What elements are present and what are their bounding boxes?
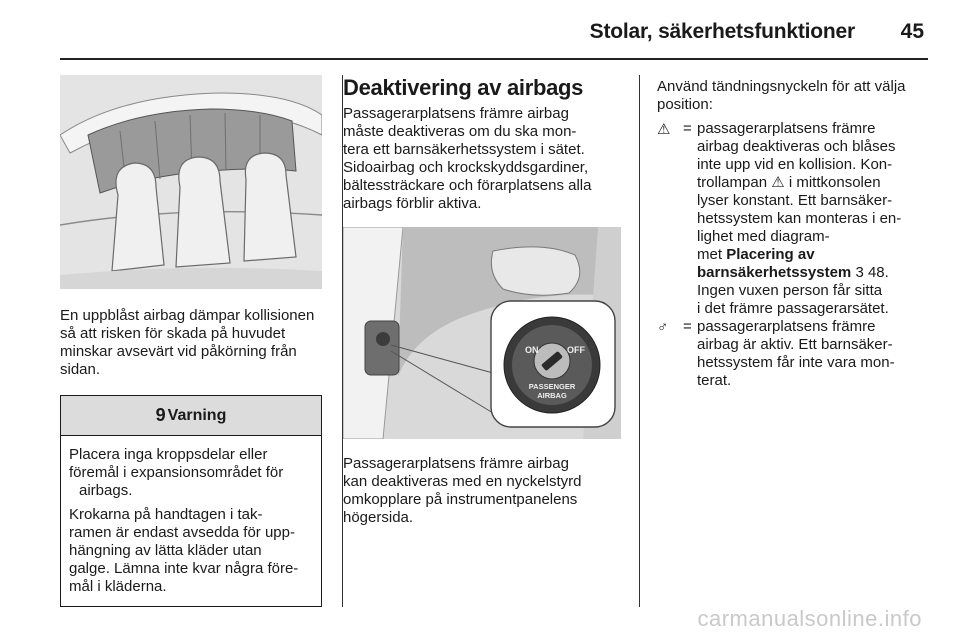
def-line: met <box>697 246 723 263</box>
def-line: airbag deaktiveras och blåses <box>697 138 896 155</box>
warning-title: Varning <box>167 406 227 424</box>
warning-line: Krokarna på handtagen i tak- <box>69 506 263 523</box>
equals-sign: = <box>683 120 692 137</box>
def-line: airbag är aktiv. Ett barnsäker- <box>697 336 893 353</box>
page-title: Stolar, säkerhetsfunktioner <box>589 20 855 43</box>
airbag-on-icon: ♂ <box>657 319 669 336</box>
caption-line: högersida. <box>343 509 414 526</box>
equals-sign: = <box>683 318 692 335</box>
section-title: Deaktivering av airbags <box>343 75 584 100</box>
warning-line: hängning av lätta kläder utan <box>69 542 262 559</box>
definition-text <box>697 120 925 318</box>
intro-line: tera ett barnsäkerhetssystem i sätet. <box>343 141 585 158</box>
column-divider-2 <box>639 75 640 607</box>
intro-line: bältessträckare och förarplatsens alla <box>343 177 592 194</box>
cross-reference-link[interactable]: Placering av <box>726 246 815 263</box>
figure-caption: En uppblåst airbag dämpar kollisionen så att risken för skada på huvudet minskar avsevärt vid påkörning från sidan. <box>60 307 315 378</box>
warning-line: airbags. <box>79 482 133 499</box>
def-line: terat. <box>697 372 732 389</box>
header-rule <box>60 58 928 60</box>
switch-airbag-label: AIRBAG <box>537 391 567 400</box>
cross-reference-link[interactable]: barnsäkerhetssystem <box>697 264 852 281</box>
warning-line: ramen är endast avsedda för upp- <box>69 524 295 541</box>
switch-on-label: ON <box>525 345 539 355</box>
def-line: passagerarplatsens främre <box>697 120 876 137</box>
switch-passenger-label: PASSENGER <box>528 382 576 391</box>
watermark: carmanualsonline.info <box>697 606 922 631</box>
warning-icon: 9 <box>155 405 166 425</box>
airbag-key-switch-icon <box>343 227 621 439</box>
airbag-on-definition <box>657 318 925 390</box>
def-line: Ingen vuxen person får sitta <box>697 282 883 299</box>
warning-paragraph <box>69 446 313 500</box>
car-interior-icon <box>60 75 322 289</box>
def-line: lyser konstant. Ett barnsäker- <box>697 192 893 209</box>
section-intro <box>343 105 623 213</box>
airbag-off-icon: ⚠ <box>657 121 671 138</box>
caption-line: omkopplare på instrumentpanelens <box>343 491 578 508</box>
airbag-switch-illustration <box>343 227 621 439</box>
def-line: hetssystem kan monteras i en- <box>697 210 902 227</box>
def-line: trollampan <box>697 174 768 191</box>
middle-column <box>343 75 623 527</box>
warning-header <box>61 396 321 436</box>
def-line: i det främre passagerarsätet. <box>697 300 889 317</box>
warning-line: föremål i expansionsområdet för <box>69 464 284 481</box>
def-line: passagerarplatsens främre <box>697 318 876 335</box>
right-column <box>657 78 925 390</box>
airbag-off-icon: ⚠ <box>771 174 785 191</box>
caption-line: kan deaktiveras med en nyckelstyrd <box>343 473 582 490</box>
page-reference[interactable]: 3 48. <box>855 264 889 281</box>
definition-text <box>697 318 925 390</box>
intro-line: Sidoairbag och krockskyddsgardiner, <box>343 159 589 176</box>
curtain-airbag-illustration <box>60 75 322 289</box>
caption-line: Passagerarplatsens främre airbag <box>343 455 569 472</box>
intro-line: airbags förblir aktiva. <box>343 195 482 212</box>
warning-paragraph <box>69 506 313 596</box>
switch-caption <box>343 455 623 527</box>
switch-off-label: OFF <box>567 345 585 355</box>
def-line: inte upp vid en kollision. Kon- <box>697 156 893 173</box>
left-column <box>60 75 322 607</box>
airbag-off-definition <box>657 120 925 318</box>
warning-line: mål i kläderna. <box>69 578 167 595</box>
warning-body <box>61 436 321 606</box>
page-header <box>0 0 960 58</box>
def-line: lighet med diagram- <box>697 228 830 245</box>
warning-box <box>60 395 322 607</box>
warning-line: galge. Lämna inte kvar några före- <box>69 560 299 577</box>
position-intro: Använd tändningsnyckeln för att välja position: <box>657 78 906 113</box>
page-number: 45 <box>900 20 924 43</box>
warning-line: Placera inga kroppsdelar eller <box>69 446 268 463</box>
def-line: i mittkonsolen <box>788 174 881 191</box>
intro-line: Passagerarplatsens främre airbag <box>343 105 569 122</box>
intro-line: måste deaktiveras om du ska mon- <box>343 123 577 140</box>
def-line: hetssystem får inte vara mon- <box>697 354 895 371</box>
